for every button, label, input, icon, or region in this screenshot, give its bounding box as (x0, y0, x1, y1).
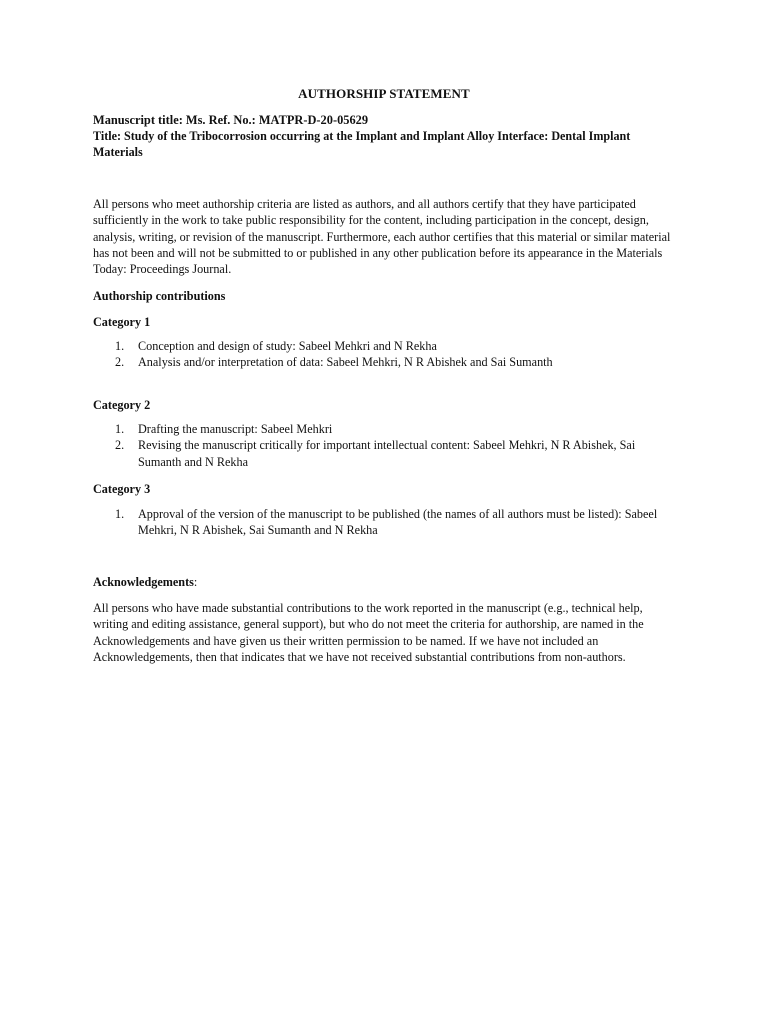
category-2-list (93, 421, 676, 470)
list-item-number: 1. (115, 507, 125, 521)
list-item-text: Revising the manuscript critically for important intellectual content: Sabeel Mehkri, N R Abishek, Sai Sumanth and N Rekha (138, 438, 636, 469)
list-item-text: Approval of the version of the manuscript to be published (the names of all authors must be listed): Sabeel Mehkri, N R Abishek, Sai Sumanth and N Rekha (138, 507, 658, 538)
list-item-text: Conception and design of study: Sabeel Mehkri and N Rekha (138, 339, 437, 353)
list-item-text: Drafting the manuscript: Sabeel Mehkri (138, 422, 333, 436)
category-1-label: Category 1 (93, 315, 151, 329)
list-item-number: 2. (115, 438, 125, 453)
list-item-number: 1. (115, 339, 125, 353)
list-item (93, 437, 676, 470)
category-1-list (93, 338, 676, 371)
acknowledgements-paragraph: All persons who have made substantial contributions to the work reported in the manuscript (e.g., technical help, writing and editing assistance, general support), but who do not meet the criteria for authorship, are named in the Acknowledgements and have given us their written permission to be named. If we have not included an Acknowledgements, then that indicates that we have not received substantial contributions from non-authors. (93, 601, 644, 664)
list-item-number: 2. (115, 355, 125, 370)
acknowledgements-heading: Acknowledgements (93, 575, 194, 589)
acknowledgements-heading-line (93, 574, 676, 590)
category-3-list (93, 506, 676, 539)
list-item (93, 354, 676, 370)
category-2-label: Category 2 (93, 398, 151, 412)
list-item (93, 421, 676, 437)
document-heading: AUTHORSHIP STATEMENT (298, 86, 470, 101)
manuscript-ref-line: Manuscript title: Ms. Ref. No.: MATPR-D-20-05629 (93, 113, 369, 127)
list-item (93, 506, 676, 539)
acknowledgements-colon: : (193, 575, 198, 589)
list-item-number: 1. (115, 422, 125, 436)
category-3-label: Category 3 (93, 482, 151, 496)
list-item (93, 338, 676, 354)
contributions-heading: Authorship contributions (93, 289, 226, 303)
intro-paragraph: All persons who meet authorship criteria are listed as authors, and all authors certify that they have participated sufficiently in the work to take public responsibility for the content, including participation in the concept, design, analysis, writing, or revision of the manuscript. Furthermore, each author certifies that this material or similar material has not been and will not be submitted to or published in any other publication before its appearance in the Materials Today: Proceedings Journal. (93, 197, 671, 277)
list-item-text: Analysis and/or interpretation of data: Sabeel Mehkri, N R Abishek and Sai Sumanth (138, 355, 553, 370)
manuscript-title-line: Title: Study of the Tribocorrosion occurring at the Implant and Implant Alloy Interface: Dental Implant Materials (93, 129, 631, 160)
